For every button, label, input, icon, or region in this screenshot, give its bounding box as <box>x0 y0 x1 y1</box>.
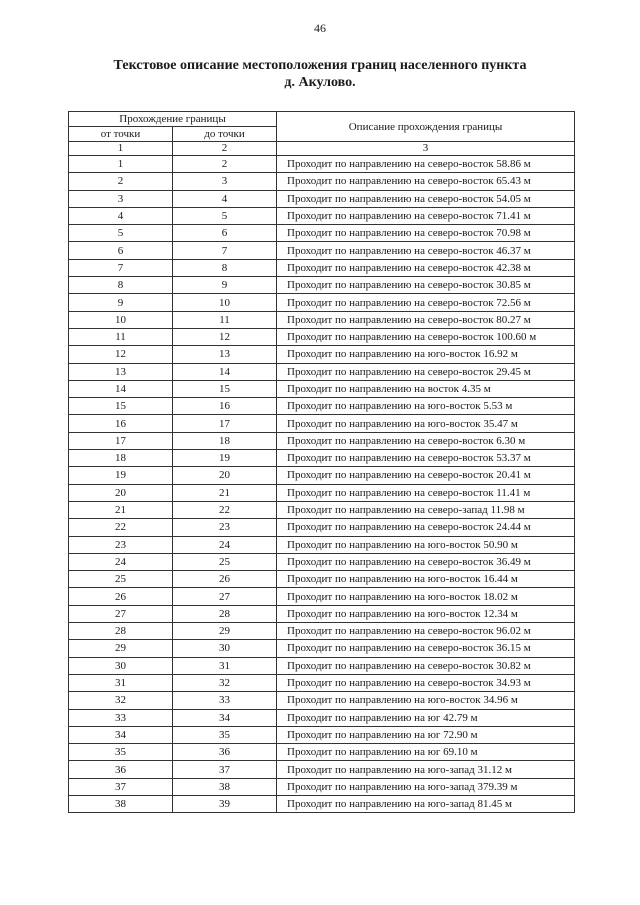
table-row <box>69 432 575 449</box>
from-point-cell: 16 <box>69 415 173 432</box>
from-point-cell: 35 <box>69 744 173 761</box>
from-point-cell: 31 <box>69 674 173 691</box>
to-point-cell: 21 <box>173 484 277 501</box>
table-row <box>69 519 575 536</box>
table-row <box>69 605 575 622</box>
table-header-row <box>69 112 575 127</box>
description-cell: Проходит по направлению на северо-восток 30.82 м <box>277 657 575 674</box>
description-cell: Проходит по направлению на северо-восток 54.05 м <box>277 190 575 207</box>
to-point-cell: 23 <box>173 519 277 536</box>
from-point-cell: 14 <box>69 380 173 397</box>
to-point-cell: 29 <box>173 623 277 640</box>
from-point-cell: 21 <box>69 501 173 518</box>
description-cell: Проходит по направлению на северо-восток 34.93 м <box>277 674 575 691</box>
to-point-cell: 22 <box>173 501 277 518</box>
to-point-cell: 27 <box>173 588 277 605</box>
table-row <box>69 242 575 259</box>
from-point-header: от точки <box>69 127 173 142</box>
from-point-cell: 18 <box>69 450 173 467</box>
to-point-cell: 8 <box>173 259 277 276</box>
description-cell: Проходит по направлению на северо-восток 80.27 м <box>277 311 575 328</box>
column-number-2: 2 <box>173 142 277 156</box>
description-cell: Проходит по направлению на юго-восток 16.44 м <box>277 571 575 588</box>
from-point-cell: 36 <box>69 761 173 778</box>
description-cell: Проходит по направлению на юг 42.79 м <box>277 709 575 726</box>
to-point-cell: 18 <box>173 432 277 449</box>
table-row <box>69 536 575 553</box>
table-row <box>69 761 575 778</box>
table-row <box>69 190 575 207</box>
description-cell: Проходит по направлению на юго-восток 16.92 м <box>277 346 575 363</box>
to-point-cell: 10 <box>173 294 277 311</box>
description-cell: Проходит по направлению на юго-восток 34.96 м <box>277 692 575 709</box>
from-point-cell: 13 <box>69 363 173 380</box>
boundary-passage-header: Прохождение границы <box>69 112 277 127</box>
to-point-cell: 37 <box>173 761 277 778</box>
title-line-2: д. Акулово. <box>284 75 356 90</box>
description-cell: Проходит по направлению на юго-восток 12.34 м <box>277 605 575 622</box>
table-row <box>69 657 575 674</box>
table-row <box>69 709 575 726</box>
from-point-cell: 2 <box>69 173 173 190</box>
description-cell: Проходит по направлению на северо-восток 100.60 м <box>277 328 575 345</box>
table-row <box>69 795 575 812</box>
to-point-cell: 34 <box>173 709 277 726</box>
description-cell: Проходит по направлению на северо-восток 29.45 м <box>277 363 575 380</box>
to-point-cell: 16 <box>173 398 277 415</box>
to-point-cell: 11 <box>173 311 277 328</box>
column-number-3: 3 <box>277 142 575 156</box>
from-point-cell: 38 <box>69 795 173 812</box>
table-row <box>69 692 575 709</box>
description-cell: Проходит по направлению на северо-восток 58.86 м <box>277 156 575 173</box>
from-point-cell: 32 <box>69 692 173 709</box>
from-point-cell: 33 <box>69 709 173 726</box>
from-point-cell: 7 <box>69 259 173 276</box>
table-row <box>69 156 575 173</box>
description-cell: Проходит по направлению на северо-восток 6.30 м <box>277 432 575 449</box>
to-point-cell: 6 <box>173 225 277 242</box>
table-row <box>69 484 575 501</box>
table-row <box>69 726 575 743</box>
from-point-cell: 25 <box>69 571 173 588</box>
description-cell: Проходит по направлению на юго-запад 31.12 м <box>277 761 575 778</box>
table-row <box>69 380 575 397</box>
to-point-cell: 4 <box>173 190 277 207</box>
table-row <box>69 553 575 570</box>
from-point-cell: 9 <box>69 294 173 311</box>
from-point-cell: 6 <box>69 242 173 259</box>
to-point-cell: 35 <box>173 726 277 743</box>
to-point-cell: 36 <box>173 744 277 761</box>
from-point-cell: 24 <box>69 553 173 570</box>
boundary-description-table <box>68 111 575 813</box>
table-row <box>69 415 575 432</box>
column-number-1: 1 <box>69 142 173 156</box>
from-point-cell: 3 <box>69 190 173 207</box>
to-point-cell: 31 <box>173 657 277 674</box>
to-point-cell: 33 <box>173 692 277 709</box>
description-cell: Проходит по направлению на северо-восток 96.02 м <box>277 623 575 640</box>
from-point-cell: 37 <box>69 778 173 795</box>
table-row <box>69 294 575 311</box>
from-point-cell: 1 <box>69 156 173 173</box>
to-point-cell: 17 <box>173 415 277 432</box>
description-cell: Проходит по направлению на юго-восток 35.47 м <box>277 415 575 432</box>
from-point-cell: 10 <box>69 311 173 328</box>
to-point-cell: 32 <box>173 674 277 691</box>
from-point-cell: 30 <box>69 657 173 674</box>
table-row <box>69 588 575 605</box>
description-cell: Проходит по направлению на юго-восток 50.90 м <box>277 536 575 553</box>
table-row <box>69 363 575 380</box>
description-cell: Проходит по направлению на северо-восток 53.37 м <box>277 450 575 467</box>
to-point-cell: 5 <box>173 207 277 224</box>
table-row <box>69 501 575 518</box>
to-point-cell: 26 <box>173 571 277 588</box>
description-cell: Проходит по направлению на северо-восток 72.56 м <box>277 294 575 311</box>
to-point-header: до точки <box>173 127 277 142</box>
document-title <box>60 57 580 91</box>
from-point-cell: 26 <box>69 588 173 605</box>
description-cell: Проходит по направлению на северо-восток 46.37 м <box>277 242 575 259</box>
description-cell: Проходит по направлению на юго-восток 5.53 м <box>277 398 575 415</box>
title-line-1: Текстовое описание местоположения границ населенного пункта <box>113 58 527 73</box>
from-point-cell: 20 <box>69 484 173 501</box>
table-row <box>69 398 575 415</box>
description-cell: Проходит по направлению на юг 72.90 м <box>277 726 575 743</box>
table-row <box>69 640 575 657</box>
table-row <box>69 623 575 640</box>
to-point-cell: 9 <box>173 277 277 294</box>
description-cell: Проходит по направлению на северо-восток 36.49 м <box>277 553 575 570</box>
to-point-cell: 25 <box>173 553 277 570</box>
to-point-cell: 12 <box>173 328 277 345</box>
table-row <box>69 467 575 484</box>
to-point-cell: 15 <box>173 380 277 397</box>
from-point-cell: 22 <box>69 519 173 536</box>
description-cell: Проходит по направлению на северо-восток 11.41 м <box>277 484 575 501</box>
table-row <box>69 173 575 190</box>
table-row <box>69 328 575 345</box>
description-cell: Проходит по направлению на юго-запад 379.39 м <box>277 778 575 795</box>
description-cell: Проходит по направлению на юг 69.10 м <box>277 744 575 761</box>
from-point-cell: 15 <box>69 398 173 415</box>
from-point-cell: 27 <box>69 605 173 622</box>
description-header: Описание прохождения границы <box>277 112 575 142</box>
from-point-cell: 8 <box>69 277 173 294</box>
to-point-cell: 38 <box>173 778 277 795</box>
from-point-cell: 5 <box>69 225 173 242</box>
description-cell: Проходит по направлению на северо-восток 42.38 м <box>277 259 575 276</box>
from-point-cell: 17 <box>69 432 173 449</box>
from-point-cell: 19 <box>69 467 173 484</box>
description-cell: Проходит по направлению на восток 4.35 м <box>277 380 575 397</box>
from-point-cell: 11 <box>69 328 173 345</box>
description-cell: Проходит по направлению на северо-восток 70.98 м <box>277 225 575 242</box>
table-row <box>69 744 575 761</box>
description-cell: Проходит по направлению на юго-запад 81.45 м <box>277 795 575 812</box>
description-cell: Проходит по направлению на северо-запад 11.98 м <box>277 501 575 518</box>
description-cell: Проходит по направлению на юго-восток 18.02 м <box>277 588 575 605</box>
from-point-cell: 4 <box>69 207 173 224</box>
from-point-cell: 28 <box>69 623 173 640</box>
page-number: 46 <box>314 21 326 35</box>
to-point-cell: 28 <box>173 605 277 622</box>
to-point-cell: 14 <box>173 363 277 380</box>
from-point-cell: 23 <box>69 536 173 553</box>
table-row <box>69 674 575 691</box>
table-row <box>69 207 575 224</box>
table-row <box>69 346 575 363</box>
from-point-cell: 29 <box>69 640 173 657</box>
table-row <box>69 225 575 242</box>
to-point-cell: 7 <box>173 242 277 259</box>
from-point-cell: 34 <box>69 726 173 743</box>
table-row <box>69 277 575 294</box>
to-point-cell: 30 <box>173 640 277 657</box>
to-point-cell: 3 <box>173 173 277 190</box>
table-row <box>69 450 575 467</box>
to-point-cell: 2 <box>173 156 277 173</box>
from-point-cell: 12 <box>69 346 173 363</box>
description-cell: Проходит по направлению на северо-восток 30.85 м <box>277 277 575 294</box>
description-cell: Проходит по направлению на северо-восток 71.41 м <box>277 207 575 224</box>
to-point-cell: 24 <box>173 536 277 553</box>
description-cell: Проходит по направлению на северо-восток 36.15 м <box>277 640 575 657</box>
column-numbering-row <box>69 142 575 156</box>
table-row <box>69 311 575 328</box>
table-row <box>69 778 575 795</box>
to-point-cell: 39 <box>173 795 277 812</box>
to-point-cell: 13 <box>173 346 277 363</box>
description-cell: Проходит по направлению на северо-восток 24.44 м <box>277 519 575 536</box>
table-row <box>69 571 575 588</box>
table-row <box>69 259 575 276</box>
to-point-cell: 20 <box>173 467 277 484</box>
description-cell: Проходит по направлению на северо-восток 20.41 м <box>277 467 575 484</box>
description-cell: Проходит по направлению на северо-восток 65.43 м <box>277 173 575 190</box>
to-point-cell: 19 <box>173 450 277 467</box>
